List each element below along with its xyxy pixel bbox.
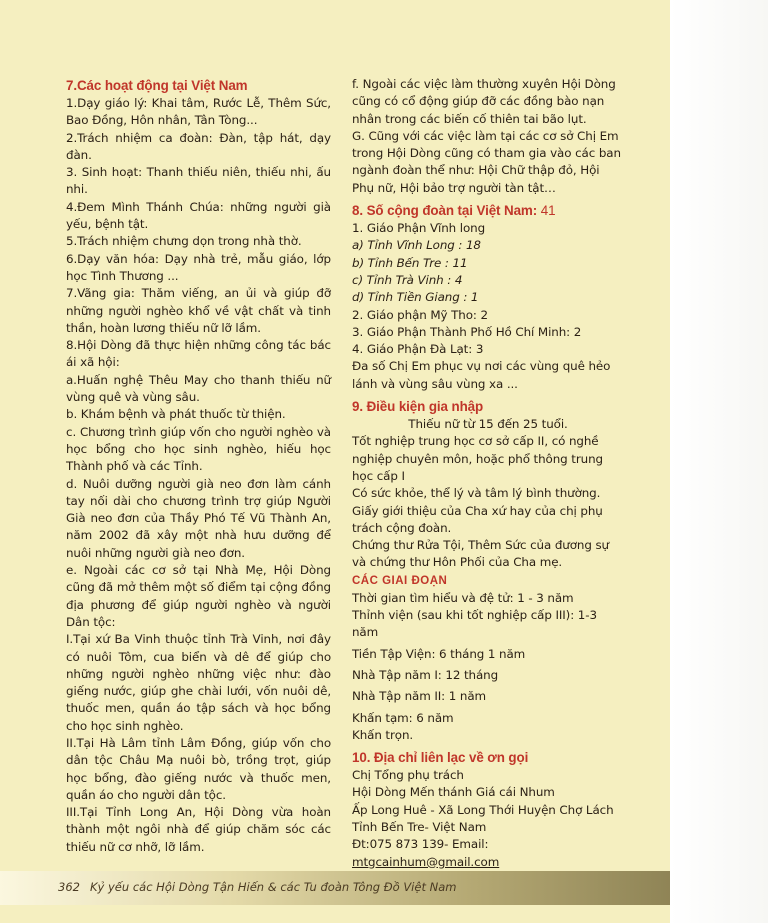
paragraph: I.Tại xứ Ba Vinh thuộc tỉnh Trà Vinh, nơi đây có nuôi Tôm, cua biển và dê để giúp cho những người nghèo những việc như: đào giếng nước, giúp ghe chài lưới, vốn nuôi dê, thuốc men, quần áo tập sách và học bổng cho học sinh nghèo. (66, 632, 331, 733)
heading-section-7: 7.Các hoạt động tại Việt Nam (66, 78, 248, 93)
list-item: 3. Giáo Phận Thành Phố Hồ Chí Minh: 2 (352, 324, 582, 339)
page-margin (670, 0, 768, 923)
paragraph: Chứng thư Rửa Tội, Thêm Sức của đương sự và chứng thư Hôn Phối của Cha mẹ. (352, 538, 609, 570)
list-item: c) Tỉnh Trà Vinh : 4 (352, 272, 463, 287)
list-item: 4. Giáo Phận Đà Lạt: 3 (352, 342, 484, 357)
list-item: 2. Giáo phận Mỹ Tho: 2 (352, 307, 488, 322)
contact-line: Hội Dòng Mến thánh Giá cái Nhum (352, 785, 555, 800)
stage-item: Thỉnh viện (sau khi tốt nghiệp cấp III): 1-3 năm (352, 608, 597, 640)
page-footer (0, 871, 670, 905)
heading-section-8 (352, 201, 624, 220)
paragraph: f. Ngoài các việc làm thường xuyên Hội Dòng cũng có cổ động giúp đỡ các đồng bào nạn nhân trong các biến cố thiên tai bão lụt. (352, 77, 616, 126)
stage-item: Thời gian tìm hiểu và đệ tử: 1 - 3 năm (352, 590, 574, 605)
contact-line: Ấp Long Huê - Xã Long Thới Huyện Chợ Lách (352, 802, 614, 817)
paragraph: 5.Trách nhiệm chưng dọn trong nhà thờ. (66, 234, 302, 249)
paragraph: Tốt nghiệp trung học cơ sở cấp II, có nghề nghiệp chuyên môn, hoặc phổ thông trung học cấp I (352, 434, 603, 483)
list-item: 1. Giáo Phận Vĩnh long (352, 221, 486, 236)
paragraph: 2.Trách nhiệm ca đoàn: Đàn, tập hát, dạy đàn. (66, 130, 331, 162)
list-item: a) Tỉnh Vĩnh Long : 18 (352, 238, 481, 253)
age-requirement: Thiếu nữ từ 15 đến 25 tuổi. (408, 417, 568, 432)
paragraph: 4.Đem Mình Thánh Chúa: những người già yếu, bệnh tật. (66, 199, 331, 232)
list-item: d) Tỉnh Tiền Giang : 1 (352, 290, 479, 305)
stage-item: Khấn tạm: 6 năm (352, 710, 454, 725)
email-link[interactable]: mtgcainhum@gmail.com (352, 854, 500, 869)
right-column (352, 76, 624, 871)
paragraph: a.Huấn nghệ Thêu May cho thanh thiếu nữ vùng quê và vùng sâu. (66, 372, 331, 405)
footer-margin (0, 905, 670, 923)
contact-line: Chị Tổng phụ trách (352, 768, 464, 783)
stage-item: Nhà Tập năm II: 1 năm (352, 689, 487, 704)
community-count: 41 (537, 203, 556, 219)
paragraph: b. Khám bệnh và phát thuốc từ thiện. (66, 407, 286, 422)
page-number: 362 (58, 880, 80, 894)
paragraph: 6.Dạy văn hóa: Dạy nhà trẻ, mẫu giáo, lớp học Tình Thương ... (66, 251, 331, 283)
stages-heading: CÁC GIAI ĐOẠN (352, 574, 448, 587)
contact-line: Tỉnh Bến Tre- Việt Nam (352, 819, 487, 834)
paragraph: d. Nuôi dưỡng người già neo đơn làm cánh tay nối dài cho chương trình trợ giúp Người Già neo đơn của Thầy Phó Tế Vũ Thành An, năm 2002 đã xây một nhà hưu dưỡng để nuôi những người già neo đơn. (66, 476, 331, 560)
list-item: b) Tỉnh Bến Tre : 11 (352, 255, 468, 270)
left-column (66, 76, 331, 856)
paragraph: II.Tại Hà Lâm tỉnh Lâm Đồng, giúp vốn cho dân tộc Châu Mạ nuôi bò, trồng trọt, giúp học bổng, đào giếng nước và thuốc men, quần áo cho người dân tộc. (66, 735, 331, 802)
paragraph: Có sức khỏe, thể lý và tâm lý bình thường. (352, 486, 601, 501)
paragraph: Giấy giới thiệu của Cha xứ hay của chị phụ trách cộng đoàn. (352, 503, 603, 535)
paragraph: G. Cũng với các việc làm tại các cơ sở Chị Em trong Hội Dòng cũng có tham gia vào các ban ngành đoàn thể như: Hội Chữ thập đỏ, Hội Phụ nữ, Hội bảo trợ người tàn tật… (352, 128, 621, 195)
paragraph: 7.Vãng gia: Thăm viếng, an ủi và giúp đỡ những người nghèo khổ về vật chất và tinh thần, hoàn lương thiếu nữ lỡ lầm. (66, 286, 331, 335)
contact-line: Đt:075 873 139- Email: (352, 837, 489, 852)
stage-item: Tiền Tập Viện: 6 tháng 1 năm (352, 646, 526, 661)
heading-section-10: 10. Địa chỉ liên lạc về ơn gọi (352, 750, 529, 766)
paragraph: c. Chương trình giúp vốn cho người nghèo và học bổng cho học sinh nghèo, hiếu học Thành phố và các Tỉnh. (66, 424, 331, 474)
stage-item: Khấn trọn. (352, 727, 414, 742)
heading-section-9: 9. Điều kiện gia nhập (352, 399, 484, 415)
stage-item: Nhà Tập năm I: 12 tháng (352, 667, 499, 682)
paragraph: 8.Hội Dòng đã thực hiện những công tác bác ái xã hội: (66, 338, 331, 370)
paragraph: 3. Sinh hoạt: Thanh thiếu niên, thiếu nhi, ấu nhi. (66, 165, 331, 197)
paragraph: Đa số Chị Em phục vụ nơi các vùng quê hẻo lánh và vùng sâu vùng xa ... (352, 359, 611, 391)
paragraph: 1.Dạy giáo lý: Khai tâm, Rước Lễ, Thêm Sức, Bao Đồng, Hôn nhân, Tân Tòng... (66, 96, 331, 128)
heading-text: 8. Số cộng đoàn tại Việt Nam: (352, 203, 538, 219)
running-title: Kỷ yếu các Hội Dòng Tận Hiến & các Tu đoàn Tông Đồ Việt Nam (90, 880, 457, 894)
paragraph: e. Ngoài các cơ sở tại Nhà Mẹ, Hội Dòng cũng đã mở thêm một số điểm tại cộng đồng địa phương để giúp người nghèo và người Dân tộc: (66, 563, 331, 629)
paragraph: III.Tại Tỉnh Long An, Hội Dòng vừa hoàn thành một ngôi nhà để giúp chăm sóc các thiếu nữ cơ nhỡ, lỡ lầm. (66, 805, 331, 854)
